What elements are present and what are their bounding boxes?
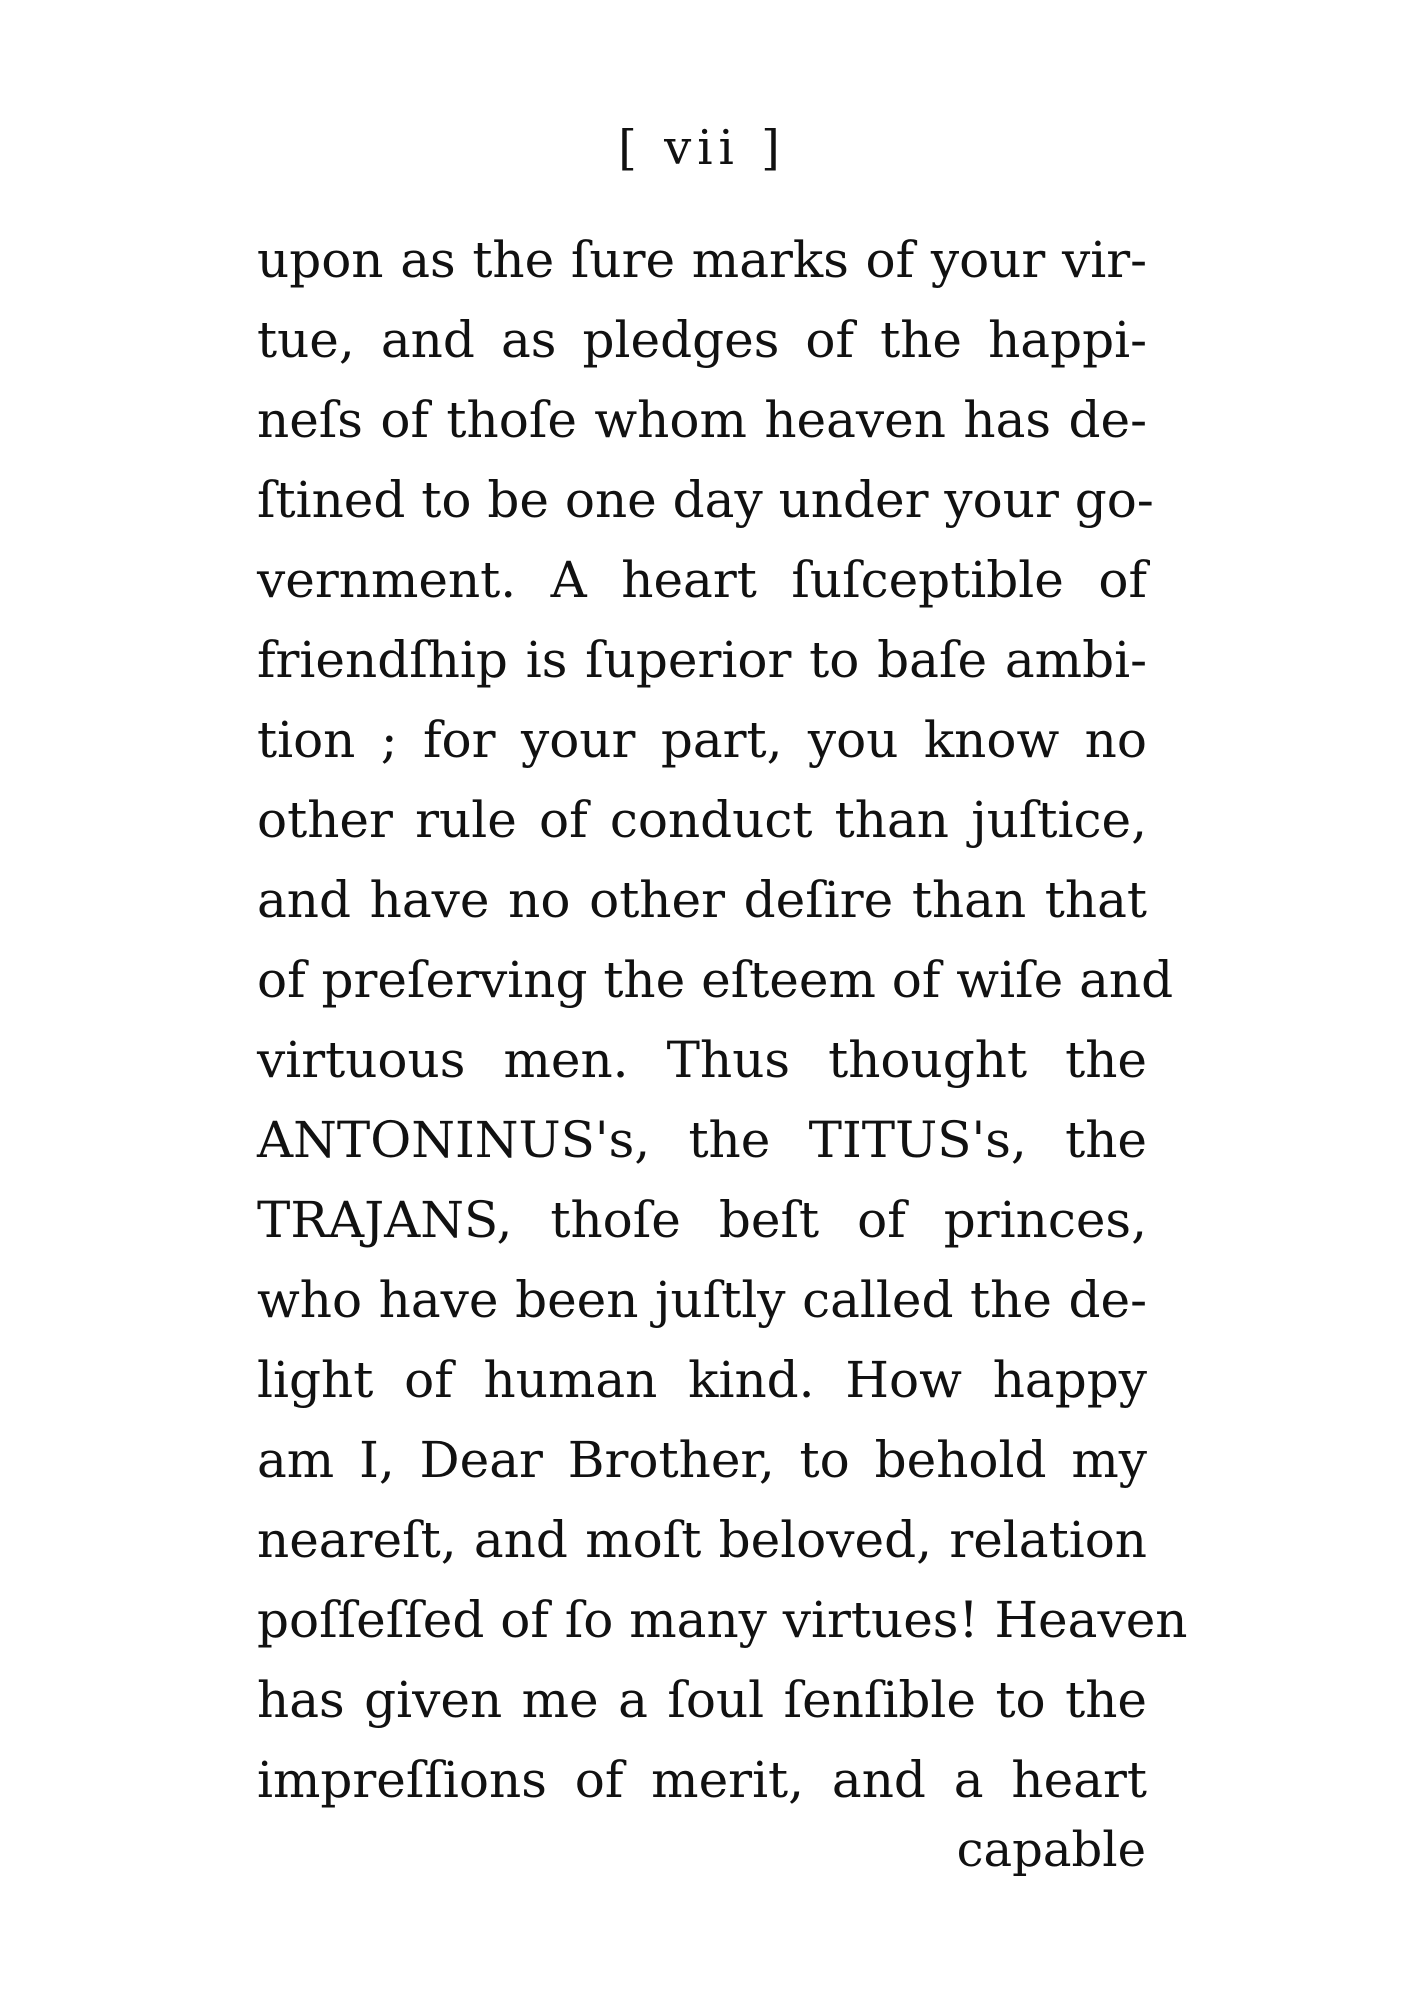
text-line: vernment. A heart ſuſceptible of [257,551,1147,609]
text-line: ſtined to be one day under your go- [257,471,1154,529]
text-line: friendſhip is ſuperior to baſe ambi- [257,631,1147,689]
catchword: capable [956,1822,1146,1878]
text-line: upon as the ſure marks of your vir- [257,231,1147,289]
text-line: TRAJANS, thoſe beſt of princes, [257,1191,1147,1249]
text-line: who have been juſtly called the de- [257,1271,1147,1329]
text-line: light of human kind. How happy [257,1351,1147,1409]
text-line: of preſerving the eſteem of wiſe and [257,951,1174,1009]
body-text [257,220,1188,1820]
text-line: neareſt, and moſt beloved, relation [257,1511,1147,1569]
text-line: tue, and as pledges of the happi- [257,311,1147,369]
text-line: am I, Dear Brother, to behold my [257,1431,1147,1489]
page-number-header: [ vii ] [618,120,786,176]
text-line: impreſſions of merit, and a heart [257,1751,1147,1809]
text-line: ANTONINUS's, the TITUS's, the [257,1111,1147,1169]
text-line: neſs of thoſe whom heaven has de- [257,391,1147,449]
text-line: other rule of conduct than juſtice, [257,791,1147,849]
text-line: and have no other deſire than that [257,871,1147,929]
text-line: virtuous men. Thus thought the [257,1031,1147,1089]
text-line: tion ; for your part, you know no [257,711,1147,769]
text-line: poſſeſſed of ſo many virtues! Heaven [257,1591,1188,1649]
text-line: has given me a ſoul ſenſible to the [257,1671,1147,1729]
